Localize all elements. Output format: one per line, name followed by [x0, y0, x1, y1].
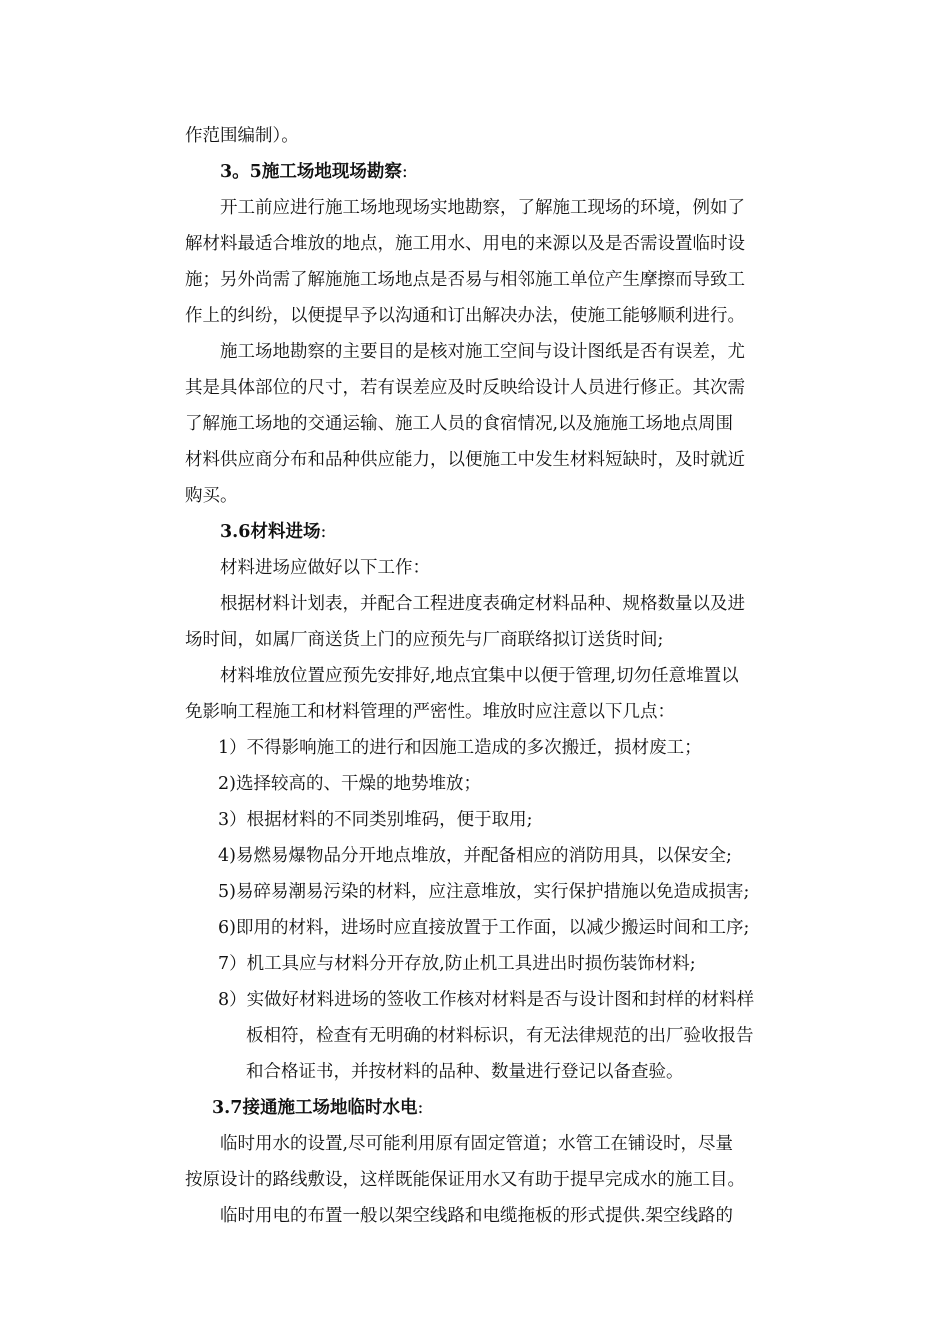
paragraph-line: 场时间，如属厂商送货上门的应预先与厂商联络拟订送货时间;: [185, 630, 664, 650]
paragraph-line: 按原设计的路线敷设，这样既能保证用水又有助于提早完成水的施工目。: [185, 1170, 745, 1190]
heading-text: 3.6材料进场: [220, 522, 321, 542]
paragraph-line: 材料供应商分布和品种供应能力，以便施工中发生材料短缺时，及时就近: [185, 450, 745, 470]
list-item-continuation: 和合格证书，并按材料的品种、数量进行登记以备查验。: [246, 1062, 684, 1082]
list-item: 2)选择较高的、干燥的地势堆放；: [218, 774, 481, 794]
list-item: 8）实做好材料进场的签收工作核对材料是否与设计图和封样的材料样: [218, 990, 755, 1010]
section-heading-3-6: [220, 520, 326, 544]
list-item: 6)即用的材料，进场时应直接放置于工作面，以减少搬运时间和工序;: [218, 918, 750, 938]
paragraph-line: 作范围编制）。: [185, 126, 299, 146]
paragraph-line: 作上的纠纷，以便提早予以沟通和订出解决办法，使施工能够顺利进行。: [185, 306, 745, 326]
paragraph-line: 材料进场应做好以下工作：: [220, 558, 430, 578]
list-item: 5)易碎易潮易污染的材料，应注意堆放，实行保护措施以免造成损害;: [218, 882, 750, 902]
paragraph-line: 临时用电的布置一般以架空线路和电缆拖板的形式提供.架空线路的: [220, 1206, 734, 1226]
section-heading-3-7: [212, 1096, 423, 1120]
paragraph-line: 其是具体部位的尺寸，若有误差应及时反映给设计人员进行修正。其次需: [185, 378, 745, 398]
list-item: 7）机工具应与材料分开存放,防止机工具进出时损伤装饰材料;: [218, 954, 696, 974]
heading-text: 3。5施工场地现场勘察: [220, 162, 402, 182]
list-item: 4)易燃易爆物品分开地点堆放，并配备相应的消防用具，以保安全;: [218, 846, 732, 866]
paragraph-line: 免影响工程施工和材料管理的严密性。堆放时应注意以下几点：: [185, 702, 675, 722]
paragraph-line: 施工场地勘察的主要目的是核对施工空间与设计图纸是否有误差，尤: [220, 342, 745, 362]
paragraph-line: 临时用水的设置,尽可能利用原有固定管道；水管工在铺设时，尽量: [220, 1134, 734, 1154]
heading-colon: :: [320, 522, 327, 542]
paragraph-line: 购买。: [185, 486, 238, 506]
heading-colon: :: [401, 162, 408, 182]
section-heading-3-5: [220, 160, 408, 184]
paragraph-line: 施；另外尚需了解施施工场地点是否易与相邻施工单位产生摩擦而导致工: [185, 270, 745, 290]
paragraph-line: 根据材料计划表，并配合工程进度表确定材料品种、规格数量以及进: [220, 594, 745, 614]
paragraph-line: 了解施工场地的交通运输、施工人员的食宿情况,以及施施工场地点周围: [185, 414, 734, 434]
paragraph-line: 开工前应进行施工场地现场实地勘察，了解施工现场的环境，例如了: [220, 198, 745, 218]
paragraph-line: 材料堆放位置应预先安排好,地点宜集中以便于管理,切勿任意堆置以: [220, 666, 739, 686]
paragraph-line: 解材料最适合堆放的地点，施工用水、用电的来源以及是否需设置临时设: [185, 234, 745, 254]
heading-text: 3.7接通施工场地临时水电: [212, 1098, 418, 1118]
list-item-continuation: 板相符，检查有无明确的材料标识，有无法律规范的出厂验收报告: [246, 1026, 754, 1046]
heading-colon: :: [417, 1098, 424, 1118]
list-item: 3）根据材料的不同类别堆码，便于取用;: [218, 810, 533, 830]
list-item: 1）不得影响施工的进行和因施工造成的多次搬迁，损材废工；: [218, 738, 702, 758]
